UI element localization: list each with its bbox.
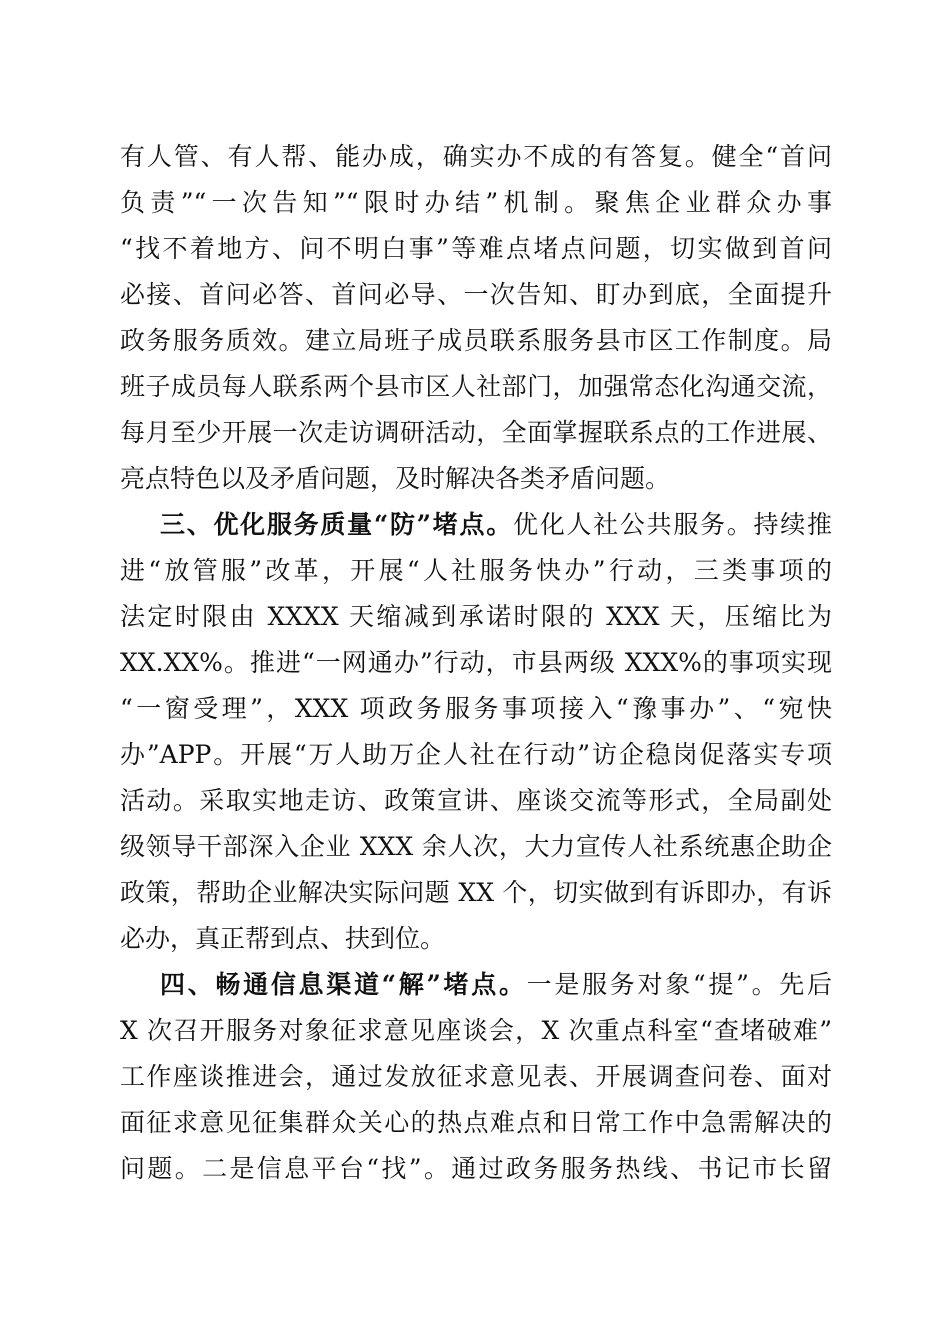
paragraph-line: 法定时限由 XXXX 天缩减到承诺时限的 XXX 天，压缩比为 — [120, 602, 832, 631]
paragraph-line: 有人管、有人帮、能办成，确实办不成的有答复。健全“首问 — [120, 142, 832, 171]
paragraph-line: 级领导干部深入企业 XXX 余人次，大力宣传人社系统惠企助企 — [120, 832, 832, 861]
section-4-first-line — [160, 963, 832, 1007]
paragraph-line: 活动。采取实地走访、政策宣讲、座谈交流等形式，全局副处 — [120, 786, 832, 815]
paragraph-line: 工作座谈推进会，通过发放征求意见表、开展调查问卷、面对 — [120, 1062, 832, 1091]
paragraph-line: 必接、首问必答、首问必导、一次告知、盯办到底，全面提升 — [120, 280, 832, 309]
section-4-heading: 四、畅通信息渠道“解”堵点。 — [160, 970, 527, 999]
section-3-first-line-text: 优化人社公共服务。持续推 — [512, 510, 832, 539]
paragraph-line: 负责”“一次告知”“限时办结”机制。聚焦企业群众办事 — [120, 188, 832, 217]
paragraph-line: 每月至少开展一次走访调研活动，全面掌握联系点的工作进展、 — [120, 418, 832, 447]
paragraph-line: 办”APP。开展“万人助万企人社在行动”访企稳岗促落实专项 — [120, 740, 832, 769]
paragraph-line: 政策，帮助企业解决实际问题 XX 个，切实做到有诉即办，有诉 — [120, 878, 832, 907]
paragraph-line: X 次召开服务对象征求意见座谈会，X 次重点科室“查堵破难” — [120, 1016, 832, 1045]
section-4-first-line-text: 一是服务对象“提”。先后 — [526, 970, 833, 999]
section-3-heading: 三、优化服务质量“防”堵点。 — [160, 510, 513, 539]
paragraph-line: 必办，真正帮到点、扶到位。 — [120, 924, 446, 953]
paragraph-line: XX.XX%。推进“一网通办”行动，市县两级 XXX%的事项实现 — [120, 648, 832, 677]
paragraph-line: “一窗受理”，XXX 项政务服务事项接入“豫事办”、“宛快 — [120, 694, 832, 723]
paragraph-line: 班子成员每人联系两个县市区人社部门，加强常态化沟通交流， — [120, 372, 832, 401]
paragraph-line: 面征求意见征集群众关心的热点难点和日常工作中急需解决的 — [120, 1108, 832, 1137]
paragraph-line: 政务服务质效。建立局班子成员联系服务县市区工作制度。局 — [120, 326, 832, 355]
paragraph-line: 问题。二是信息平台“找”。通过政务服务热线、书记市长留 — [120, 1154, 832, 1183]
paragraph-line: “找不着地方、问不明白事”等难点堵点问题，切实做到首问 — [120, 234, 832, 263]
paragraph-line: 进“放管服”改革，开展“人社服务快办”行动，三类事项的 — [120, 556, 832, 585]
section-3-first-line — [160, 503, 832, 547]
paragraph-line: 亮点特色以及矛盾问题，及时解决各类矛盾问题。 — [120, 464, 671, 493]
